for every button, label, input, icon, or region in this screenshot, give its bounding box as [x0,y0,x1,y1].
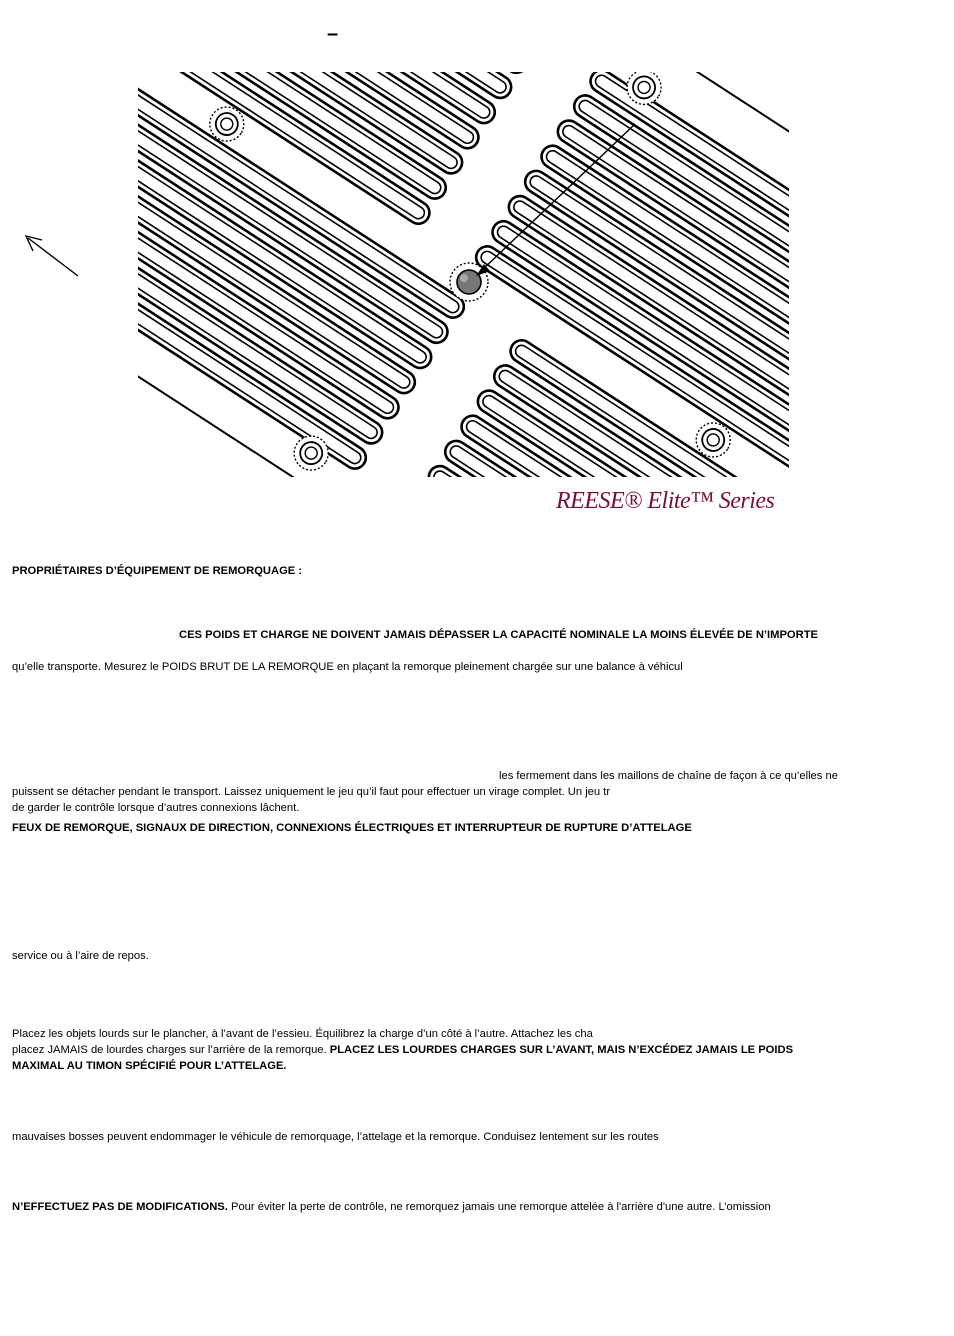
arrow-up-left-icon [26,236,78,276]
modifications-heading: N’EFFECTUEZ PAS DE MODIFICATIONS. [12,1201,228,1213]
owners-heading: PROPRIÉTAIRES D’ÉQUIPEMENT DE REMORQUAGE : [12,565,303,577]
modifications-body: Pour éviter la perte de contrôle, ne remorquez jamais une remorque attelée à l'arrière d'une autre. L’omission [227,1201,771,1213]
brand-logo: REESE® Elite™ Series [556,488,775,514]
lights-heading: FEUX DE REMORQUE, SIGNAUX DE DIRECTION, CONNEXIONS ÉLECTRIQUES ET INTERRUPTEUR DE RUPTURE D’ATTELAGE [12,822,692,834]
modifications-text [12,1200,771,1214]
loading-text-2-regular: placez JAMAIS de lourdes charges sur l’arrière de la remorque. [12,1044,330,1056]
trailer-floor-diagram [0,0,954,500]
loading-text-3: MAXIMAL AU TIMON SPÉCIFIÉ POUR L’ATTELAGE. [12,1060,287,1072]
chains-text-1: les fermement dans les maillons de chaîne de façon à ce qu’elles ne [499,770,838,782]
capacity-warning: CES POIDS ET CHARGE NE DOIVENT JAMAIS DÉPASSER LA CAPACITÉ NOMINALE LA MOINS ÉLEVÉE DE N’IMPORTE [179,629,818,641]
bumps-text: mauvaises bosses peuvent endommager le véhicule de remorquage, l’attelage et la remorque. Conduisez lentement sur les routes [12,1131,659,1143]
header-dash: – [327,23,339,45]
service-text: service ou à l’aire de repos. [12,950,149,962]
loading-text-2-bold: PLACEZ LES LOURDES CHARGES SUR L’AVANT, MAIS N’EXCÉDEZ JAMAIS LE POIDS [329,1044,794,1056]
loading-text-1: Placez les objets lourds sur le plancher, à l’avant de l’essieu. Équilibrez la charge d’un côté à l’autre. Attachez les cha [12,1028,593,1040]
chains-text-3: de garder le contrôle lorsque d’autres connexions lâchent. [12,802,300,814]
chains-text-2: puissent se détacher pendant le transport. Laissez uniquement le jeu qu’il faut pour effectuer un virage complet. Un jeu tr [12,786,611,798]
gross-weight-text: qu’elle transporte. Mesurez le POIDS BRUT DE LA REMORQUE en plaçant la remorque pleinement chargée sur une balance à véhicul [12,661,683,673]
loading-text-2 [12,1043,793,1057]
